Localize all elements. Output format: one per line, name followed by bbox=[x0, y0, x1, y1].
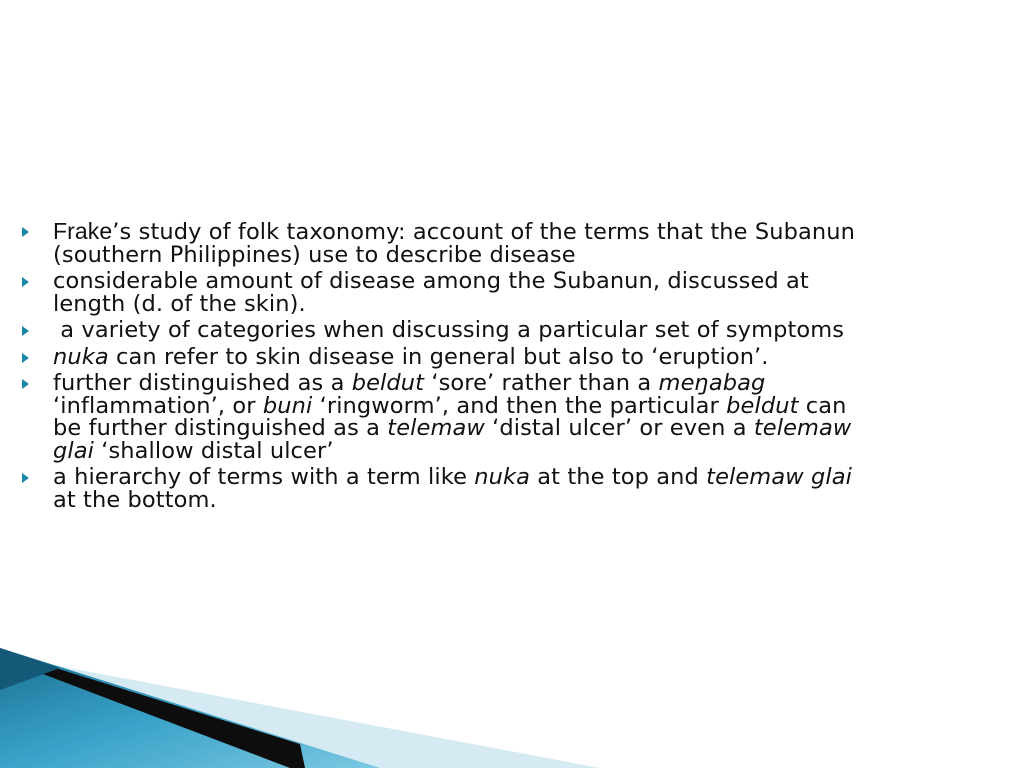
term-nuka: nuka bbox=[474, 464, 531, 490]
term-beldut: beldut bbox=[726, 392, 799, 419]
bullet-text: considerable amount of disease among the Subanun, discussed at length (d. of the skin). bbox=[53, 268, 809, 317]
triangle-right-icon bbox=[22, 227, 29, 237]
bullet-text: at the top and bbox=[530, 464, 707, 490]
bullet-item-frake bbox=[22, 220, 872, 266]
bullet-text: ‘sore’ rather than a bbox=[424, 370, 659, 396]
term-buni: buni bbox=[262, 392, 313, 419]
triangle-right-icon bbox=[22, 326, 29, 336]
bullet-list bbox=[22, 220, 872, 515]
bullet-item-disease-amount bbox=[22, 270, 872, 315]
bullet-text: a hierarchy of terms with a term like bbox=[53, 464, 475, 490]
bullet-text: ‘shallow distal ulcer’ bbox=[93, 437, 334, 464]
wave-dark-accent bbox=[0, 648, 60, 690]
bullet-text: ‘inflammation’, or bbox=[53, 392, 263, 419]
bullet-item-beldut bbox=[22, 372, 872, 462]
wave-blue-band bbox=[0, 648, 380, 768]
bullet-text: ’s study of folk taxonomy: account of the terms that the Subanun (southern Philippines) use to describe disease bbox=[53, 219, 855, 268]
bullet-text: can be further distinguished as a bbox=[53, 392, 847, 441]
triangle-right-icon bbox=[22, 473, 29, 483]
term-telemaw-glai: telemaw glai bbox=[53, 415, 852, 464]
term-telemaw-glai: telemaw glai bbox=[706, 464, 852, 490]
term-menabag: meŋabag bbox=[658, 370, 766, 396]
bullet-text: ‘ringworm’, and then the particular bbox=[312, 392, 727, 419]
triangle-right-icon bbox=[22, 353, 29, 363]
term-telemaw: telemaw bbox=[387, 415, 485, 441]
bullet-text: further distinguished as a bbox=[53, 370, 352, 396]
wave-light-band bbox=[0, 655, 600, 768]
bullet-item-categories bbox=[22, 319, 872, 342]
bullet-lead-word: Frake bbox=[53, 218, 113, 244]
triangle-right-icon bbox=[22, 277, 29, 287]
bullet-text: at the bottom. bbox=[53, 486, 217, 513]
bullet-item-hierarchy bbox=[22, 466, 872, 511]
term-beldut: beldut bbox=[351, 370, 425, 396]
bullet-text: ‘distal ulcer’ or even a bbox=[484, 415, 754, 441]
bullet-item-nuka bbox=[22, 343, 872, 370]
term-nuka: nuka bbox=[53, 343, 109, 370]
triangle-right-icon bbox=[22, 379, 29, 389]
wave-black-stripe bbox=[14, 657, 305, 768]
bullet-text: can refer to skin disease in general but also to ‘eruption’. bbox=[108, 343, 769, 370]
bullet-text: a variety of categories when discussing a particular set of symptoms bbox=[53, 317, 845, 343]
